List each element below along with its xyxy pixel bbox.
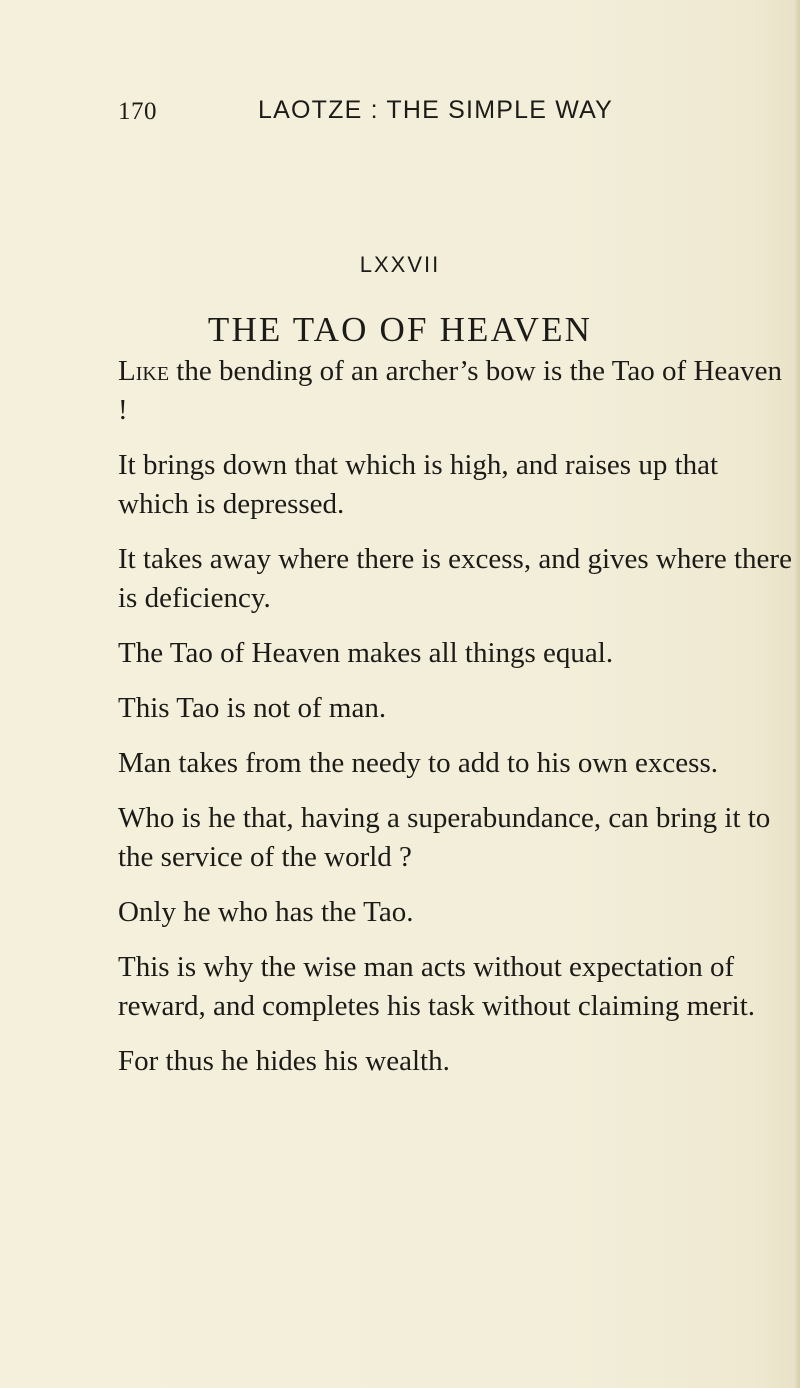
paragraph: For thus he hides his wealth. — [118, 1045, 450, 1077]
running-head-title: LAOTZE : THE SIMPLE WAY — [258, 96, 613, 124]
chapter-title: THE TAO OF HEAVEN — [207, 310, 593, 349]
first-word-smallcaps: ike — [135, 355, 170, 387]
paragraph: It takes away where there is excess, and gives where there is deficiency. — [118, 543, 792, 614]
paragraph — [118, 352, 796, 430]
paragraph-text: the bending of an archer’s bow is the Tao of Heaven ! — [118, 355, 782, 426]
paragraph: This Tao is not of man. — [118, 692, 387, 724]
paragraph: Only he who has the Tao. — [118, 896, 414, 928]
drop-initial: L — [118, 355, 136, 387]
running-head — [118, 96, 770, 136]
chapter-number: LXXVII — [359, 252, 441, 277]
page-number: 170 — [118, 98, 157, 125]
paragraph: Man takes from the needy to add to his own excess. — [118, 747, 718, 779]
chapter-body — [118, 352, 796, 1097]
paragraph: The Tao of Heaven makes all things equal. — [118, 637, 614, 669]
paragraph: It brings down that which is high, and raises up that which is depressed. — [118, 449, 719, 520]
paragraph: This is why the wise man acts without expectation of reward, and completes his task without claiming merit. — [118, 951, 756, 1022]
paragraph: Who is he that, having a superabundance, can bring it to the service of the world ? — [118, 802, 771, 873]
